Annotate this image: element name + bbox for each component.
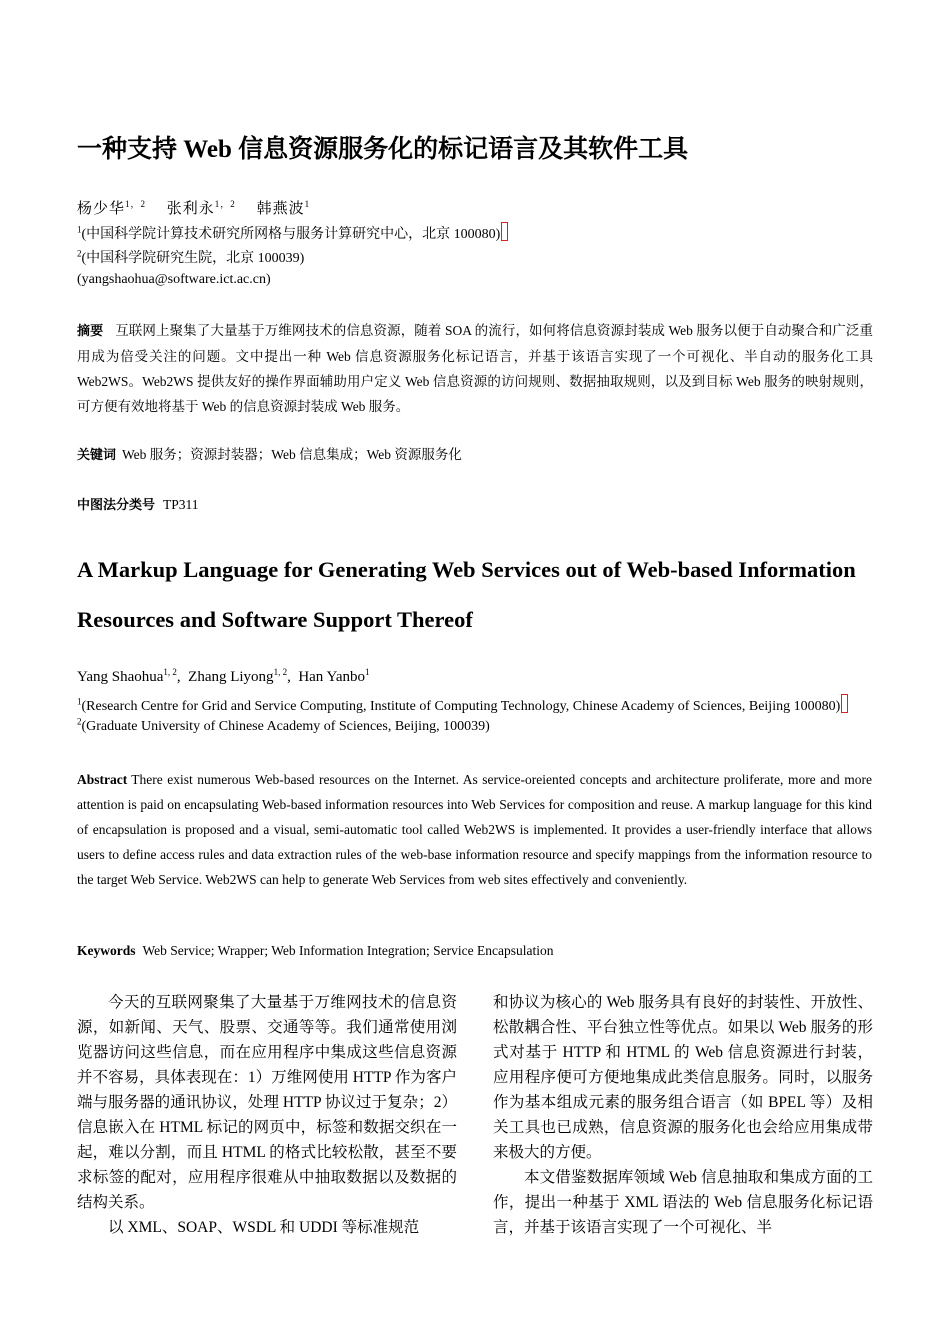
en-affiliation-2: [77, 716, 490, 735]
cn-author-name: 张利永: [166, 201, 215, 217]
aff-text: (Graduate University of Chinese Academy of Sciences, Beijing, 100039): [81, 719, 490, 734]
cn-title: 一种支持 Web 信息资源服务化的标记语言及其软件工具: [77, 136, 689, 163]
en-abstract-label: Abstract: [77, 772, 128, 787]
aff-sup: 1: [77, 696, 82, 707]
en-keywords-label: Keywords: [77, 943, 136, 958]
en-keywords: [77, 943, 554, 959]
body-paragraph: 以 XML、SOAP、WSDL 和 UDDI 等标准规范: [108, 1219, 420, 1236]
cn-abstract-label: 摘要: [77, 324, 104, 339]
cn-keywords: [77, 443, 462, 463]
en-author-sup: 1: [365, 667, 370, 677]
cn-classification: [77, 494, 199, 513]
body-paragraph: 今天的互联网聚集了大量基于万维网技术的信息资源，如新闻、天气、股票、交通等等。我们通常使用浏览器访问这些信息，而在应用程序中集成这些信息资源并不容易，具体表现在：1）万维网使用 HTTP 作为客户端与服务器的通讯协议，处理 HTTP 协议过于复杂；2）信息嵌入在 HTML 标记的网页中，标签和数据交织在一起，难以分割，而且 HTML 的格式比较松散，甚至不要求标签的配对，应用程序很难从中抽取数据以及数据的结构关系。: [77, 994, 457, 1211]
cn-class-label: 中图法分类号: [77, 498, 156, 513]
en-author-sup: 1, 2: [163, 667, 177, 677]
cn-author-name: 杨少华: [77, 201, 126, 217]
cn-affiliation-2: [77, 247, 304, 267]
cn-abstract-text: 互联网上聚集了大量基于万维网技术的信息资源，随着 SOA 的流行，如何将信息资源封装成 Web 服务以便于自动聚合和广泛重用成为倍受关注的问题。文中提出一种 Web 信息资源服务化标记语言，并基于该语言实现了一个可视化、半自动的服务化工具 Web2WS。Web2WS 提供友好的操作界面辅助用户定义 Web 信息资源的访问规则、数据抽取规则，以及到目标 Web 服务的映射规则，可方便有效地将基于 Web 的信息资源封装成 Web 服务。: [77, 323, 873, 414]
cn-affiliation-1: [77, 222, 508, 243]
en-abstract-text: There exist numerous Web-based resources on the Internet. As service-oreiented concepts and architecture proliferate, more and more attention is paid on encapsulating Web-based information resources into Web Services for composition and reuse. A markup language for this kind of encapsulation is proposed and a visual, semi-automatic tool called Web2WS is implemented. It provides a user-friendly interface that allows users to define access rules and data extraction rules of the web-base information resource and specify mappings from the information resource to the target Web Service. Web2WS can help to generate Web Services from web sites effectively and conveniently.: [77, 772, 872, 887]
cn-keywords-label: 关键词: [77, 448, 117, 463]
aff-text: (中国科学院计算技术研究所网格与服务计算研究中心，北京 100080): [81, 227, 501, 242]
aff-text: (中国科学院研究生院，北京 100039): [81, 251, 305, 266]
cn-class-value: TP311: [163, 497, 199, 512]
aff-text: (Research Centre for Grid and Service Computing, Institute of Computing Technology, Chinese Academy of Sciences, Beijing 100080): [81, 699, 841, 714]
aff-sup: 2: [77, 248, 82, 259]
en-author-name: Han Yanbo: [298, 669, 365, 685]
body-paragraph: 和协议为核心的 Web 服务具有良好的封装性、开放性、松散耦合性、平台独立性等优点。如果以 Web 服务的形式对基于 HTTP 和 HTML 的 Web 信息资源进行封装，应用程序便可方便地集成此类信息服务。同时，以服务作为基本组成元素的服务组合语言（如 BPEL 等）及相关工具也已成熟，信息资源的服务化也会给应用集成带来极大的方便。: [493, 994, 873, 1161]
aff-sup: 1: [77, 224, 82, 235]
edit-marker-icon: [841, 694, 848, 713]
cn-abstract: [77, 318, 873, 419]
en-affiliation-1: [77, 694, 848, 715]
body-paragraph: 本文借鉴数据库领域 Web 信息抽取和集成方面的工作，提出一种基于 XML 语法的 Web 信息服务化标记语言，并基于该语言实现了一个可视化、半: [493, 1169, 873, 1236]
en-abstract: [77, 767, 872, 892]
cn-author-list: [77, 197, 310, 218]
en-author-name: Zhang Liyong: [188, 669, 274, 685]
cn-author-sup: 1，2: [214, 199, 236, 209]
en-author-list: Yang Shaohua$^{1, 2}$, Zhang Liyong$^{1, 2}$, Han Yanbo$^1$: [77, 667, 370, 685]
cn-author-name: 韩燕波: [256, 201, 305, 217]
body-column-left: [77, 990, 457, 1240]
en-title: A Markup Language for Generating Web Services out of Web-based Information Resources and Software Support Thereof: [77, 557, 856, 632]
body-column-right: [493, 990, 873, 1240]
en-author-name: Yang Shaohua: [77, 669, 164, 685]
cn-keywords-text: Web 服务；资源封装器；Web 信息集成；Web 资源服务化: [122, 447, 462, 462]
en-author-sup: 1, 2: [273, 667, 288, 677]
en-keywords-text: Web Service; Wrapper; Web Information Integration; Service Encapsulation: [142, 943, 554, 958]
edit-marker-icon: [501, 222, 508, 241]
cn-email: (yangshaohua@software.ict.ac.cn): [77, 272, 271, 287]
aff-sup: 2: [77, 716, 82, 727]
cn-author-sup: 1: [304, 199, 311, 209]
cn-author-sup: 1，2: [125, 199, 147, 209]
